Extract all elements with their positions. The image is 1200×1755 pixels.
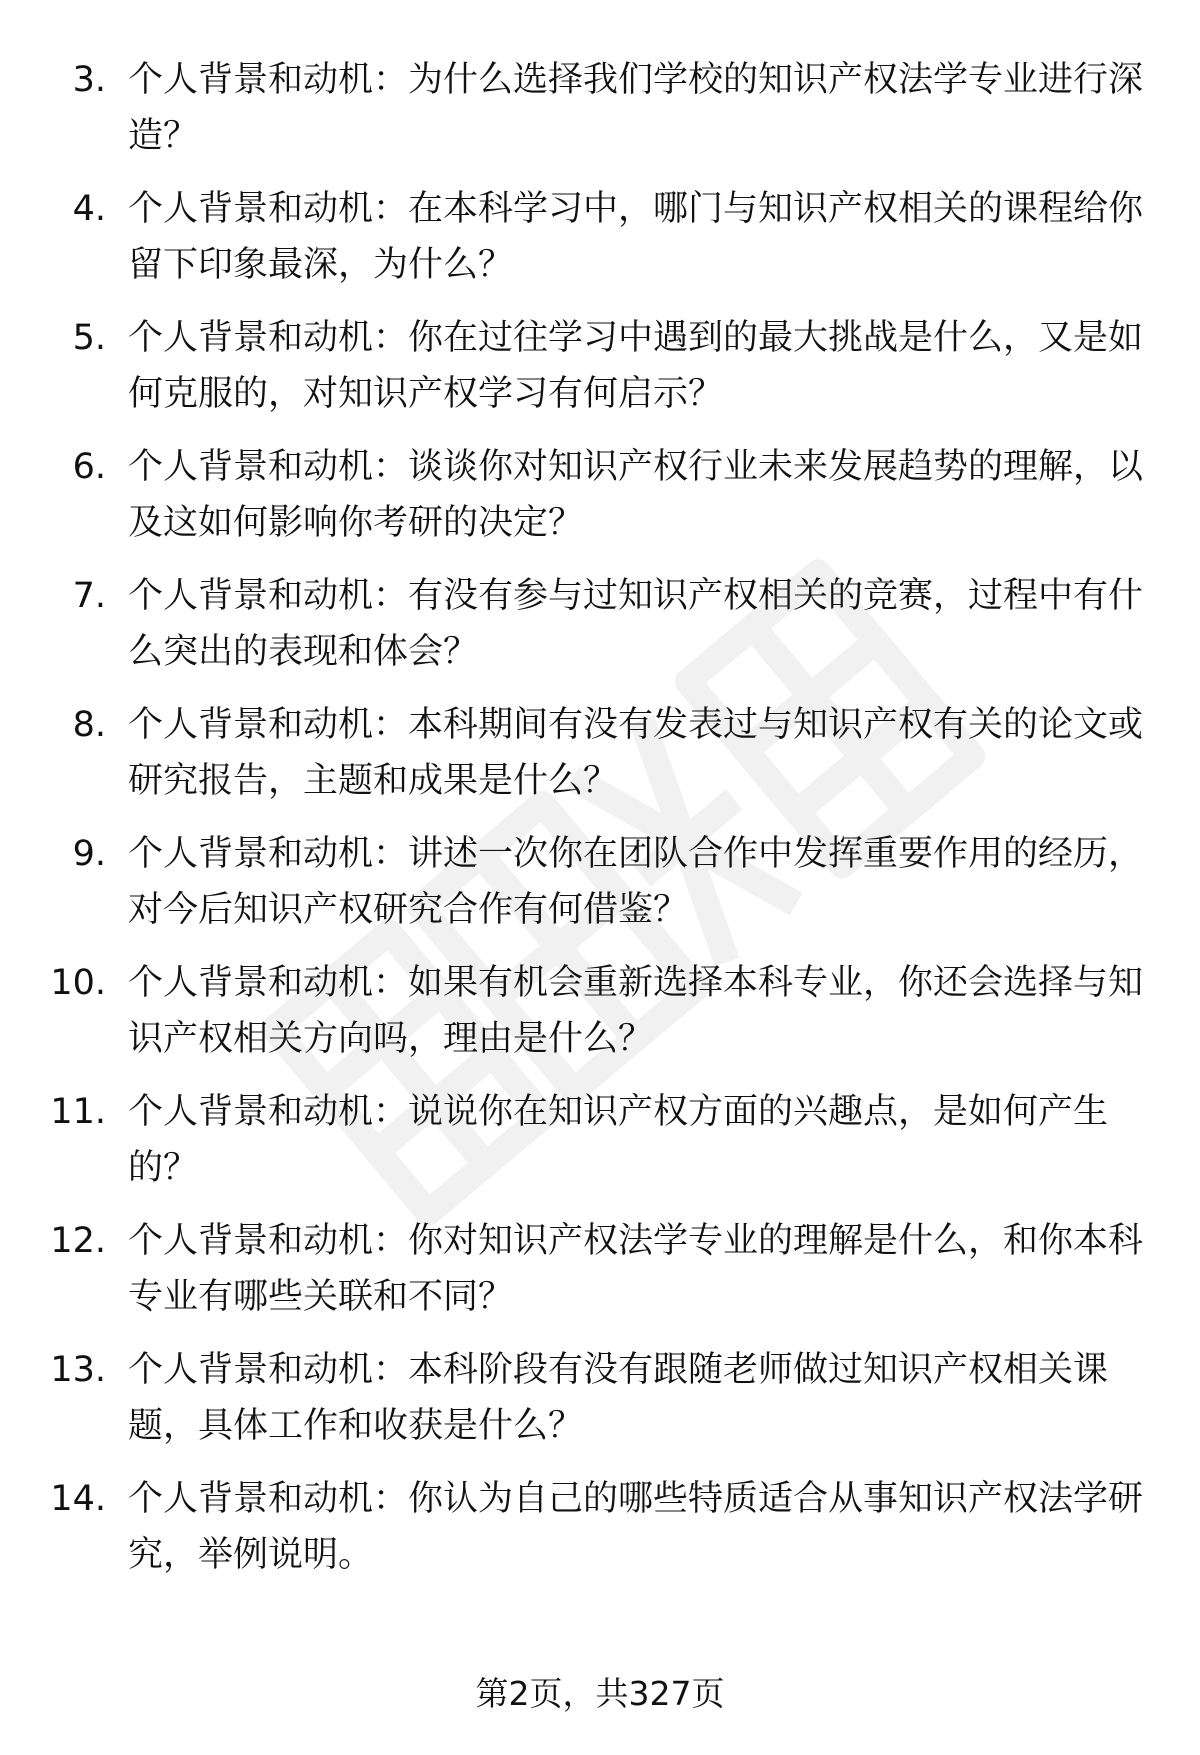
question-text: 个人背景和动机：本科期间有没有发表过与知识产权有关的论文或研究报告，主题和成果是什么？ bbox=[128, 705, 1144, 801]
question-item bbox=[0, 439, 1200, 568]
question-number: 12. bbox=[50, 1221, 106, 1261]
question-number: 13. bbox=[50, 1350, 106, 1390]
question-number: 4. bbox=[72, 189, 106, 229]
question-text: 个人背景和动机：你在过往学习中遇到的最大挑战是什么，又是如何克服的，对知识产权学习有何启示？ bbox=[128, 318, 1144, 414]
question-number: 5. bbox=[72, 318, 106, 358]
question-number: 7. bbox=[72, 576, 106, 616]
question-text: 个人背景和动机：有没有参与过知识产权相关的竞赛，过程中有什么突出的表现和体会？ bbox=[128, 576, 1144, 672]
question-item bbox=[0, 568, 1200, 697]
question-number: 6. bbox=[72, 447, 106, 487]
question-text: 个人背景和动机：你对知识产权法学专业的理解是什么，和你本科专业有哪些关联和不同？ bbox=[128, 1221, 1144, 1317]
question-text: 个人背景和动机：本科阶段有没有跟随老师做过知识产权相关课题，具体工作和收获是什么？ bbox=[128, 1350, 1109, 1446]
question-item bbox=[0, 1471, 1200, 1600]
question-text: 个人背景和动机：如果有机会重新选择本科专业，你还会选择与知识产权相关方向吗，理由是什么？ bbox=[128, 963, 1144, 1059]
question-number: 14. bbox=[50, 1479, 106, 1519]
question-item bbox=[0, 52, 1200, 181]
question-item bbox=[0, 1342, 1200, 1471]
question-item bbox=[0, 1213, 1200, 1342]
page-number-label: 第2页，共327页 bbox=[475, 1674, 725, 1713]
question-number: 10. bbox=[50, 963, 106, 1003]
question-item bbox=[0, 310, 1200, 439]
page-footer bbox=[0, 1670, 1200, 1718]
question-text: 个人背景和动机：在本科学习中，哪门与知识产权相关的课程给你留下印象最深，为什么？ bbox=[128, 189, 1144, 285]
question-number: 8. bbox=[72, 705, 106, 745]
question-text: 个人背景和动机：讲述一次你在团队合作中发挥重要作用的经历，对今后知识产权研究合作有何借鉴？ bbox=[128, 834, 1144, 930]
question-text: 个人背景和动机：为什么选择我们学校的知识产权法学专业进行深造？ bbox=[128, 60, 1144, 156]
question-item bbox=[0, 697, 1200, 826]
question-number: 9. bbox=[72, 834, 106, 874]
question-item bbox=[0, 826, 1200, 955]
question-text: 个人背景和动机：谈谈你对知识产权行业未来发展趋势的理解，以及这如何影响你考研的决定？ bbox=[128, 447, 1144, 543]
question-number: 11. bbox=[50, 1092, 106, 1132]
question-item bbox=[0, 1084, 1200, 1213]
question-item bbox=[0, 955, 1200, 1084]
question-number: 3. bbox=[72, 60, 106, 100]
question-text: 个人背景和动机：说说你在知识产权方面的兴趣点，是如何产生的？ bbox=[128, 1092, 1109, 1188]
question-text: 个人背景和动机：你认为自己的哪些特质适合从事知识产权法学研究，举例说明。 bbox=[128, 1479, 1144, 1575]
question-list bbox=[0, 52, 1200, 1600]
question-item bbox=[0, 181, 1200, 310]
